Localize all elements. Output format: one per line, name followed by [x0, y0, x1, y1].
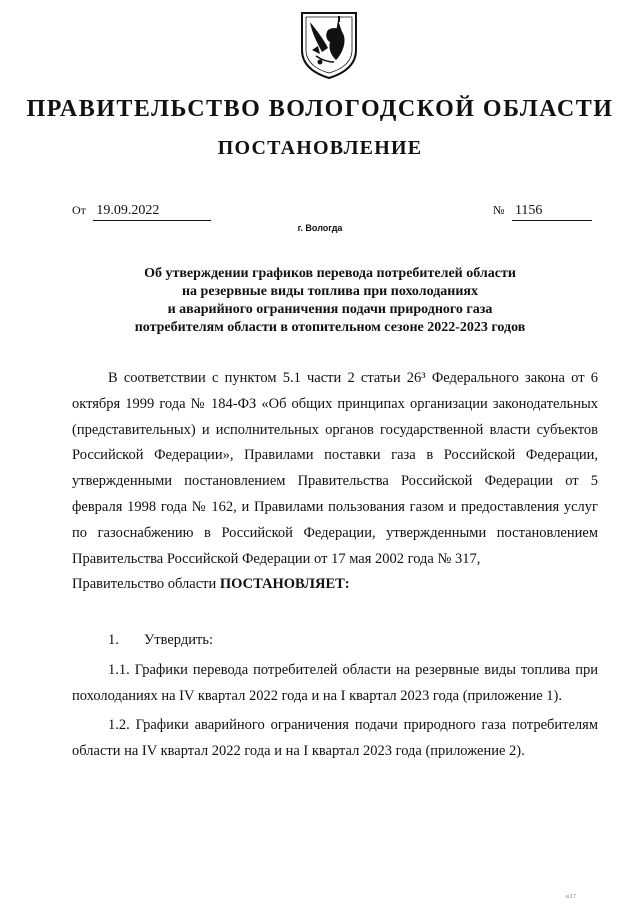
city-label: г. Вологда	[297, 223, 343, 233]
item-1-number: 1.	[108, 632, 119, 648]
footer-mark: и.17	[566, 894, 576, 900]
subject-line: потребителям области в отопительном сезоне 2022-2023 годов	[134, 320, 526, 335]
number-prefix: №	[493, 203, 505, 217]
document-type: ПОСТАНОВЛЕНИЕ	[217, 137, 423, 159]
document-date: 19.09.2022	[93, 203, 211, 221]
item-1-1: 1.1. Графики перевода потребителей области на резервные виды топлива при похолоданиях на IV квартал 2022 года и на I квартал 2023 года (приложение 1).	[72, 661, 598, 704]
document-number-row	[493, 203, 592, 221]
item-1-text: Утвердить:	[144, 632, 213, 648]
subject-line: на резервные виды топлива при похолоданиях	[181, 284, 478, 299]
resolution-subject: Правительство области	[72, 576, 220, 593]
date-prefix: От	[72, 203, 86, 217]
document-date-row	[72, 203, 211, 221]
resolution-line	[72, 572, 598, 598]
preamble-paragraph: В соответствии с пунктом 5.1 части 2 статьи 26³ Федерального закона от 6 октября 1999 года № 184-ФЗ «Об общих принципах организации законодательных (представительных) и исполнительных органов государственной власти субъектов Российской Федерации», Правилами поставки газа в Российской Федерации, утвержденными постановлением Правительства Российской Федерации от 5 февраля 1998 года № 162, и Правилами пользования газом и предоставления услуг по газоснабжению в Российской Федерации, утвержденными постановлением Правительства Российской Федерации от 17 мая 2002 года № 317,	[72, 370, 598, 567]
item-1	[72, 628, 598, 654]
resolution-items	[72, 628, 598, 765]
subject-line: и аварийного ограничения подачи природного газа	[167, 302, 493, 317]
item-1-2: 1.2. Графики аварийного ограничения подачи природного газа потребителям области на IV квартал 2022 года и на I квартал 2023 года (приложение 2).	[72, 717, 598, 760]
resolution-verb: ПОСТАНОВЛЯЕТ:	[219, 576, 350, 593]
government-title: ПРАВИТЕЛЬСТВО ВОЛОГОДСКОЙ ОБЛАСТИ	[26, 96, 614, 122]
document-number: 1156	[512, 203, 592, 221]
vologda-coat-of-arms-icon	[298, 10, 360, 80]
subject-line: Об утверждении графиков перевода потребителей области	[144, 266, 516, 281]
preamble-section	[72, 366, 598, 598]
document-subject	[80, 265, 580, 337]
